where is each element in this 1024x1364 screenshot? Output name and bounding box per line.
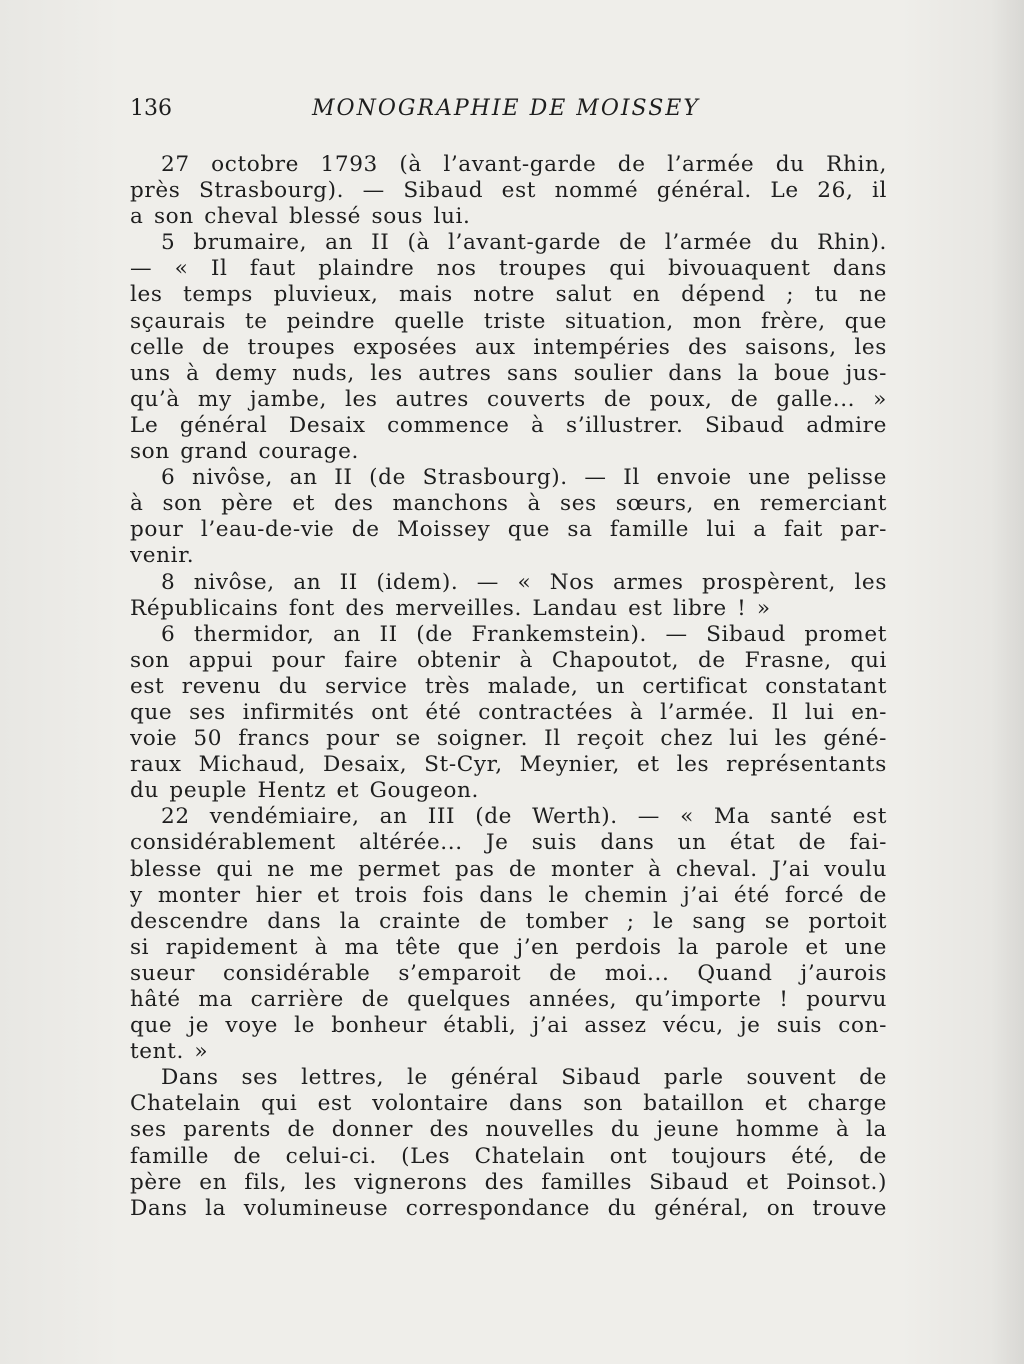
text-line: celle de troupes exposées aux intempéries des saisons, les (130, 334, 887, 360)
running-title: MONOGRAPHIE DE MOISSEY (312, 96, 700, 121)
text-line: à son père et des manchons à ses sœurs, en remerciant (130, 491, 887, 517)
text-line: que ses infirmités ont été contractées à l’armée. Il lui en- (130, 699, 887, 725)
text-line: est revenu du service très malade, un certificat constatant (130, 673, 887, 699)
page-edge-shadow (990, 0, 1024, 1364)
text-line: 27 octobre 1793 (à l’avant-garde de l’armée du Rhin, (161, 152, 887, 177)
text-line: Le général Desaix commence à s’illustrer. Sibaud admire (130, 412, 887, 438)
body-text (130, 152, 887, 1222)
text-line: qu’à my jambe, les autres couverts de poux, de galle... » (130, 386, 887, 412)
text-line: 5 brumaire, an II (à l’avant-garde de l’armée du Rhin). (161, 230, 887, 256)
page-number: 136 (130, 96, 172, 121)
text-line: Dans ses lettres, le général Sibaud parle souvent de (161, 1065, 887, 1091)
text-line: sçaurais te peindre quelle triste situation, mon frère, que (130, 308, 887, 334)
text-line: tent. » (130, 1039, 209, 1065)
text-line: Républicains font des merveilles. Landau est libre ! » (130, 595, 771, 621)
text-line: près Strasbourg). — Sibaud est nommé général. Le 26, il (130, 178, 887, 204)
text-line: pour l’eau-de-vie de Moissey que sa famille lui a fait par- (130, 517, 887, 543)
text-line: 22 vendémiaire, an III (de Werth). — « Ma santé est (161, 804, 887, 830)
text-line: père en fils, les vignerons des familles Sibaud et Poinsot.) (130, 1169, 887, 1195)
text-line: 6 thermidor, an II (de Frankemstein). — Sibaud promet (161, 621, 887, 647)
text-line: voie 50 francs pour se soigner. Il reçoit chez lui les géné- (130, 726, 887, 752)
text-line: famille de celui-ci. (Les Chatelain ont toujours été, de (130, 1143, 887, 1169)
text-line: y monter hier et trois fois dans le chemin j’ai été forcé de (130, 882, 887, 908)
text-line: du peuple Hentz et Gougeon. (130, 778, 479, 804)
text-line: si rapidement à ma tête que j’en perdois la parole et une (130, 934, 887, 960)
text-line: raux Michaud, Desaix, St-Cyr, Meynier, et les représentants (130, 752, 887, 778)
text-line: Chatelain qui est volontaire dans son bataillon et charge (130, 1091, 887, 1117)
text-line: descendre dans la crainte de tomber ; le sang se portoit (130, 908, 887, 934)
text-line: uns à demy nuds, les autres sans soulier dans la boue jus- (130, 360, 887, 386)
text-line: que je voye le bonheur établi, j’ai assez vécu, je suis con- (130, 1013, 887, 1039)
text-line: 6 nivôse, an II (de Strasbourg). — Il envoie une pelisse (161, 465, 887, 491)
text-line: Dans la volumineuse correspondance du général, on trouve (130, 1195, 887, 1221)
text-line: a son cheval blessé sous lui. (130, 204, 471, 230)
text-line: son appui pour faire obtenir à Chapoutot, de Frasne, qui (130, 647, 887, 673)
text-line: — « Il faut plaindre nos troupes qui bivouaquent dans (130, 256, 887, 282)
text-line: 8 nivôse, an II (idem). — « Nos armes prospèrent, les (161, 569, 887, 595)
text-line: blesse qui ne me permet pas de monter à cheval. J’ai voulu (130, 856, 887, 882)
text-line: venir. (130, 543, 195, 569)
text-line: hâté ma carrière de quelques années, qu’importe ! pourvu (130, 987, 887, 1012)
text-line: considérablement altérée... Je suis dans un état de fai- (130, 830, 887, 856)
text-line: son grand courage. (130, 439, 359, 465)
page-header (130, 96, 890, 128)
text-line: ses parents de donner des nouvelles du jeune homme à la (130, 1117, 887, 1143)
text-line: sueur considérable s’emparoit de moi... Quand j’aurois (130, 960, 887, 986)
text-line: les temps pluvieux, mais notre salut en dépend ; tu ne (130, 282, 887, 308)
